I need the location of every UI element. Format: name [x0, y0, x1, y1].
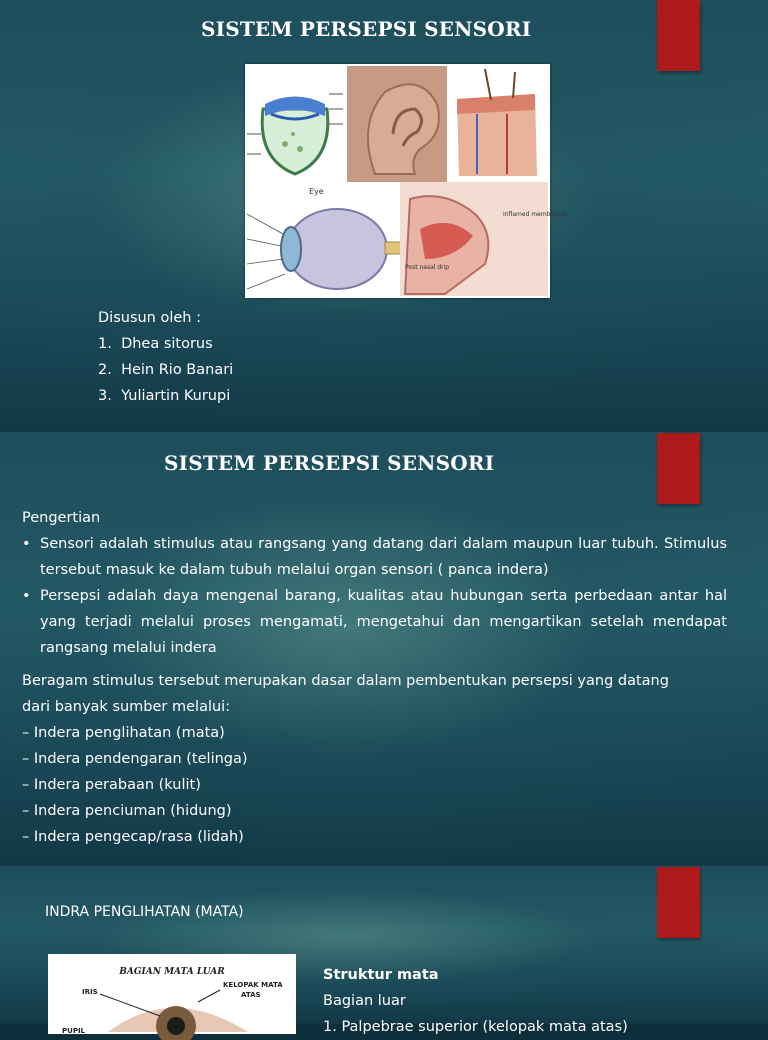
author-name: Dhea sitorus [121, 336, 213, 352]
eyelid-label-2: ATAS [241, 991, 261, 999]
bullet-item [22, 531, 727, 583]
pupil-label: PUPIL [62, 1027, 86, 1035]
slide-3 [0, 866, 768, 1035]
bullet-text: Persepsi adalah daya mengenal barang, kualitas atau hubungan serta perbedaan antar hal yang terjadi melalui proses mengamati, mengetahui dan mengartikan setelah mendapat rangsang melalui indera [40, 588, 727, 656]
author-item [98, 357, 233, 383]
outer-eye-illustration [48, 954, 296, 1034]
intro-line: dari banyak sumber melalui: [22, 699, 231, 715]
author-item [98, 331, 233, 357]
definition-section [22, 505, 727, 661]
authors-heading: Disusun oleh : [98, 310, 201, 326]
red-accent-bar [657, 867, 700, 938]
sense-item: – Indera pengecap/rasa (lidah) [22, 829, 244, 845]
author-num: 1. [98, 336, 112, 352]
image-heading: BAGIAN MATA LUAR [119, 967, 225, 977]
slide-1 [0, 0, 768, 432]
sense-item: – Indera penglihatan (mata) [22, 725, 225, 741]
authors-block [98, 305, 233, 409]
nose-label-inflamed: Inflamed membranes [503, 211, 568, 218]
outer-part-label: Bagian luar [323, 993, 406, 1009]
skin-diagram [450, 66, 548, 182]
sense-item: – Indera perabaan (kulit) [22, 777, 201, 793]
slide-title: INDRA PENGLIHATAN (MATA) [45, 904, 244, 920]
structure-item: 1. Palpebrae superior (kelopak mata atas) [323, 1019, 628, 1035]
slide-title: SISTEM PERSEPSI SENSORI [164, 451, 495, 475]
sensory-organs-collage [245, 64, 568, 298]
red-accent-bar [657, 433, 700, 504]
author-num: 2. [98, 362, 112, 378]
author-num: 3. [98, 388, 112, 404]
bullet-dot: • [22, 536, 31, 552]
structure-heading: Struktur mata [323, 967, 439, 983]
iris-label: IRIS [82, 988, 98, 996]
author-name: Yuliartin Kurupi [121, 388, 231, 404]
sense-item: – Indera pendengaran (telinga) [22, 751, 248, 767]
eye-diagram [247, 187, 415, 289]
slide-2 [0, 432, 768, 866]
author-name: Hein Rio Banari [121, 362, 234, 378]
author-item [98, 383, 233, 409]
eyelid-label: KELOPAK MATA [223, 981, 283, 989]
outer-eye-image [48, 954, 296, 1034]
red-accent-bar [657, 0, 700, 71]
senses-section [22, 668, 669, 850]
eye-caption: Eye [309, 187, 324, 196]
taste-bud-diagram [247, 66, 345, 186]
collage-illustration [245, 64, 568, 298]
structure-section [323, 962, 628, 1040]
nose-label-drip: Post nasal drip [405, 264, 450, 271]
intro-line: Beragam stimulus tersebut merupakan dasar dalam pembentukan persepsi yang datang [22, 673, 669, 689]
bullet-dot: • [22, 588, 31, 604]
slide-title: SISTEM PERSEPSI SENSORI [201, 17, 532, 41]
section-heading: Pengertian [22, 510, 101, 526]
sense-item: – Indera penciuman (hidung) [22, 803, 232, 819]
nose-diagram [400, 182, 567, 296]
bullet-item [22, 583, 727, 661]
bullet-text: Sensori adalah stimulus atau rangsang yang datang dari dalam maupun luar tubuh. Stimulus tersebut masuk ke dalam tubuh melalui organ sensori ( panca indera) [40, 536, 727, 578]
ear-image [347, 66, 447, 182]
